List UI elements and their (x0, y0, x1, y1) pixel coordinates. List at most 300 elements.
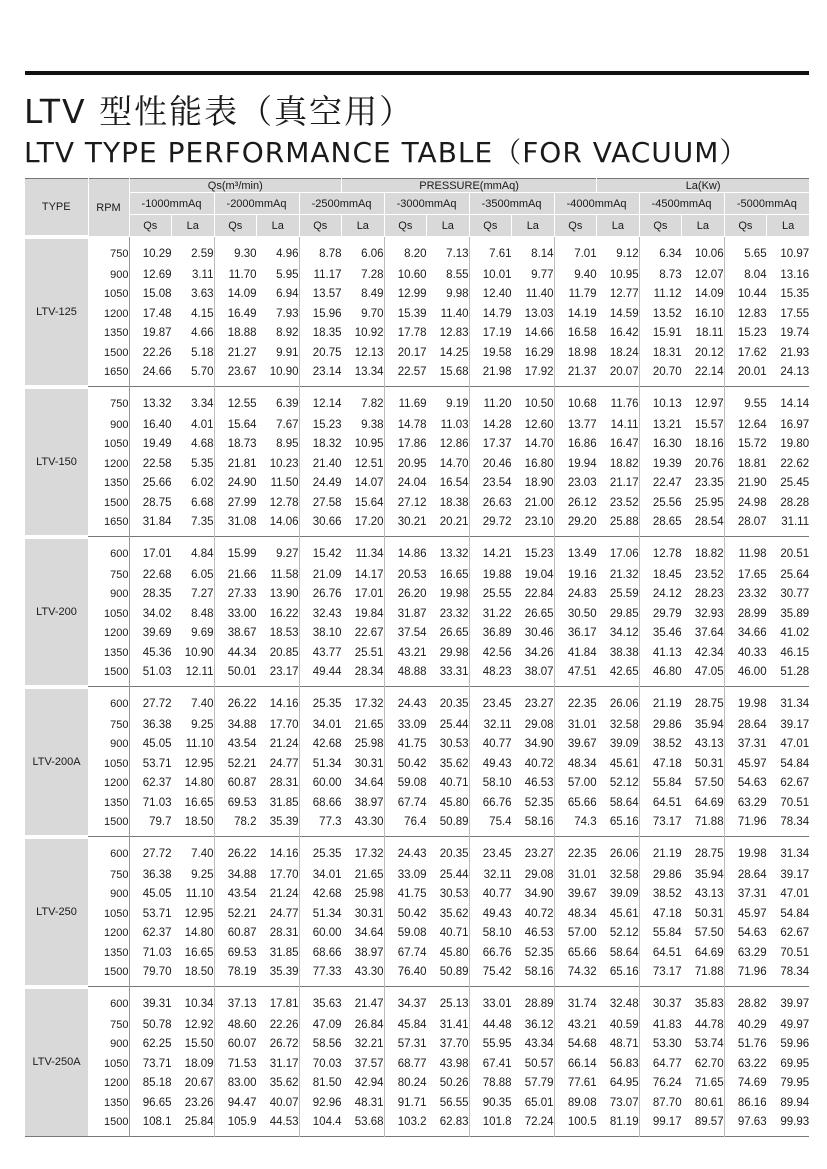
qs-value-cell: 11.98 (724, 537, 767, 566)
table-row (25, 793, 809, 813)
qs-value-cell: 15.91 (639, 324, 682, 344)
la-value-cell: 72.24 (524, 1116, 554, 1129)
la-value-cell: 10.92 (354, 327, 384, 340)
qs-value-cell: 90.35 (469, 1093, 512, 1113)
la-value-cell: 11.76 (597, 387, 640, 416)
la-value-cell: 25.98 (354, 888, 384, 901)
table-row (25, 1074, 809, 1094)
la-value-cell: 19.74 (780, 327, 810, 340)
la-value-cell: 22.67 (354, 627, 384, 640)
la-value-cell: 25.44 (439, 868, 469, 881)
pressure-header: -1000mmAq (129, 193, 214, 215)
qs-header: Qs (299, 215, 342, 237)
qs-value-cell: 42.56 (469, 643, 512, 663)
qs-value-cell: 91.71 (384, 1093, 427, 1113)
la-value-cell: 40.71 (439, 927, 469, 940)
la-value-cell: 11.50 (270, 477, 299, 490)
qs-value-cell: 60.00 (299, 924, 342, 944)
la-value-cell: 44.53 (269, 1116, 299, 1129)
la-value-cell: 23.32 (439, 607, 469, 620)
qs-value-cell: 60.87 (214, 774, 257, 794)
la-value-cell: 18.16 (694, 438, 724, 451)
qs-value-cell: 81.50 (299, 1074, 342, 1094)
la-value-cell: 9.25 (191, 718, 214, 731)
la-value-cell: 22.14 (694, 366, 724, 379)
la-value-cell: 89.57 (694, 1116, 724, 1129)
la-value-cell: 28.75 (682, 687, 725, 716)
la-value-cell: 35.39 (269, 816, 299, 829)
la-value-cell: 58.16 (524, 966, 554, 979)
qs-value-cell: 99.17 (639, 1113, 682, 1137)
la-value-cell: 4.68 (191, 438, 214, 451)
rpm-cell: 750 (88, 1015, 129, 1035)
la-value-cell: 57.50 (694, 777, 724, 790)
qs-value-cell: 40.77 (469, 885, 512, 905)
qs-value-cell: 55.84 (639, 924, 682, 944)
la-value-cell: 3.63 (191, 288, 214, 301)
la-value-cell: 8.48 (191, 607, 214, 620)
la-value-cell: 11.10 (185, 738, 214, 751)
qs-value-cell: 15.64 (214, 415, 257, 435)
la-value-cell: 8.55 (446, 268, 469, 281)
qs-value-cell: 25.35 (299, 837, 342, 866)
qs-value-cell: 10.01 (469, 265, 512, 285)
qs-value-cell: 23.67 (214, 363, 257, 387)
rpm-cell: 1350 (88, 643, 129, 663)
rpm-cell: 750 (88, 387, 129, 416)
qs-value-cell: 19.88 (469, 565, 512, 585)
qs-value-cell: 24.12 (639, 585, 682, 605)
qs-value-cell: 70.03 (299, 1054, 342, 1074)
la-value-cell: 69.95 (780, 1057, 810, 1070)
la-value-cell: 32.58 (609, 868, 639, 881)
la-value-cell: 52.35 (524, 796, 554, 809)
qs-value-cell: 39.67 (554, 735, 597, 755)
qs-value-cell: 69.53 (214, 793, 257, 813)
la-value-cell: 32.48 (597, 987, 640, 1016)
qs-value-cell: 8.20 (384, 237, 427, 266)
la-value-cell: 14.59 (609, 307, 639, 320)
la-value-cell: 20.35 (427, 687, 470, 716)
la-value-cell: 16.54 (439, 477, 469, 490)
table-row (25, 237, 809, 266)
rpm-cell: 1200 (88, 924, 129, 944)
qs-value-cell: 96.65 (142, 1096, 172, 1109)
la-value-cell: 20.51 (767, 537, 810, 566)
qs-value-cell: 36.89 (469, 624, 512, 644)
qs-header: Qs (384, 215, 427, 237)
qs-value-cell: 43.21 (554, 1015, 597, 1035)
la-value-cell: 33.31 (439, 666, 469, 679)
la-value-cell: 71.65 (694, 1077, 724, 1090)
la-value-cell: 50.57 (524, 1057, 554, 1070)
qs-value-cell: 74.3 (554, 813, 597, 837)
la-value-cell: 14.25 (439, 346, 469, 359)
qs-value-cell: 21.90 (724, 474, 767, 494)
header-row-pressures (25, 193, 809, 215)
la-value-cell: 7.67 (276, 418, 299, 431)
rpm-cell: 1350 (88, 324, 129, 344)
rpm-cell: 900 (88, 415, 129, 435)
qs-value-cell: 78.2 (214, 813, 257, 837)
la-value-cell: 17.92 (524, 366, 554, 379)
pressure-header: -3000mmAq (384, 193, 469, 215)
qs-value-cell: 79.7 (149, 816, 172, 829)
la-value-cell: 11.03 (440, 418, 469, 431)
rpm-cell: 1650 (88, 363, 129, 387)
la-value-cell: 26.06 (597, 687, 640, 716)
qs-value-cell: 38.10 (299, 624, 342, 644)
la-value-cell: 16.47 (609, 438, 639, 451)
la-value-cell: 25.44 (439, 718, 469, 731)
qs-value-cell: 73.71 (142, 1057, 172, 1070)
qs-value-cell: 94.47 (214, 1093, 257, 1113)
la-value-cell: 14.16 (257, 837, 300, 866)
qs-value-cell: 67.74 (384, 943, 427, 963)
qs-header: Qs (639, 215, 682, 237)
qs-value-cell: 28.75 (142, 496, 172, 509)
la-value-cell: 6.94 (276, 288, 299, 301)
qs-value-cell: 20.01 (724, 363, 767, 387)
la-header: La (682, 215, 725, 237)
qs-value-cell: 57.31 (384, 1035, 427, 1055)
qs-value-cell: 76.4 (384, 813, 427, 837)
la-value-cell: 9.70 (361, 307, 384, 320)
qs-value-cell: 31.74 (554, 987, 597, 1016)
qs-value-cell: 17.78 (384, 324, 427, 344)
qs-value-cell: 59.08 (384, 924, 427, 944)
la-value-cell: 29.08 (524, 868, 554, 881)
qs-value-cell: 62.25 (142, 1038, 172, 1051)
qs-value-cell: 51.76 (724, 1035, 767, 1055)
la-value-cell: 14.09 (694, 288, 724, 301)
qs-value-cell: 54.68 (554, 1035, 597, 1055)
pressure-header: -3500mmAq (469, 193, 554, 215)
qs-value-cell: 50.78 (142, 1018, 172, 1031)
qs-value-cell: 11.20 (469, 387, 512, 416)
la-value-cell: 3.34 (172, 387, 215, 416)
la-value-cell: 25.13 (427, 987, 470, 1016)
qs-value-cell: 28.99 (724, 604, 767, 624)
pressure-header: -2500mmAq (299, 193, 384, 215)
la-value-cell: 34.90 (524, 738, 554, 751)
qs-header: Qs (724, 215, 767, 237)
la-value-cell: 78.34 (780, 816, 810, 829)
qs-value-cell: 41.75 (384, 735, 427, 755)
la-value-cell: 28.31 (269, 777, 299, 790)
qs-value-cell: 10.60 (384, 265, 427, 285)
table-row (25, 624, 809, 644)
la-value-cell: 12.95 (184, 907, 214, 920)
la-value-cell: 34.64 (354, 927, 384, 940)
qs-value-cell: 22.57 (384, 363, 427, 387)
table-row (25, 904, 809, 924)
rpm-cell: 1350 (88, 793, 129, 813)
qs-value-cell: 24.43 (384, 687, 427, 716)
la-value-cell: 12.51 (354, 457, 384, 470)
la-value-cell: 50.89 (439, 816, 469, 829)
rpm-cell: 1050 (88, 754, 129, 774)
qs-value-cell: 50.42 (384, 904, 427, 924)
qs-value-cell: 18.98 (554, 343, 597, 363)
la-value-cell: 20.12 (694, 346, 724, 359)
qs-value-cell: 7.61 (469, 237, 512, 266)
qs-value-cell: 41.84 (554, 643, 597, 663)
qs-value-cell: 8.04 (724, 265, 767, 285)
qs-value-cell: 22.35 (554, 687, 597, 716)
la-value-cell: 6.05 (191, 568, 214, 581)
la-value-cell: 31.17 (269, 1057, 299, 1070)
rpm-cell: 1200 (88, 624, 129, 644)
rpm-cell: 600 (88, 987, 129, 1016)
la-value-cell: 7.13 (427, 237, 470, 266)
qs-value-cell: 63.29 (724, 793, 767, 813)
la-value-cell: 9.25 (191, 868, 214, 881)
qs-value-cell: 32.11 (469, 865, 512, 885)
la-value-cell: 28.34 (354, 666, 384, 679)
qs-value-cell: 53.71 (142, 907, 172, 920)
la-value-cell: 39.09 (609, 738, 639, 751)
qs-value-cell: 49.43 (469, 754, 512, 774)
qs-value-cell: 18.35 (299, 324, 342, 344)
qs-value-cell: 36.38 (142, 718, 172, 731)
la-value-cell: 73.07 (609, 1096, 639, 1109)
la-value-cell: 6.06 (342, 237, 385, 266)
qs-value-cell: 17.48 (142, 307, 172, 320)
qs-value-cell: 58.10 (469, 924, 512, 944)
la-value-cell: 30.31 (354, 757, 384, 770)
qs-value-cell: 22.26 (142, 346, 172, 359)
qs-value-cell: 19.98 (724, 837, 767, 866)
la-value-cell: 35.62 (269, 1077, 299, 1090)
la-value-cell: 35.39 (269, 966, 299, 979)
la-value-cell: 53.68 (354, 1116, 384, 1129)
la-value-cell: 6.68 (191, 496, 214, 509)
qs-value-cell: 31.22 (469, 604, 512, 624)
la-value-cell: 32.21 (354, 1038, 384, 1051)
qs-value-cell: 105.9 (214, 1113, 257, 1137)
la-value-cell: 21.65 (354, 718, 384, 731)
la-value-cell: 18.82 (609, 457, 639, 470)
qs-value-cell: 62.37 (142, 927, 172, 940)
qs-value-cell: 24.83 (554, 585, 597, 605)
la-value-cell: 17.81 (257, 987, 300, 1016)
qs-value-cell: 24.90 (214, 474, 257, 494)
la-value-cell: 12.13 (354, 346, 384, 359)
la-value-cell: 11.10 (185, 888, 214, 901)
la-header: La (512, 215, 555, 237)
qs-value-cell: 36.17 (554, 624, 597, 644)
qs-value-cell: 78.19 (214, 963, 257, 987)
qs-value-cell: 49.43 (469, 904, 512, 924)
la-value-cell: 62.67 (780, 927, 810, 940)
rpm-cell: 1350 (88, 474, 129, 494)
qs-value-cell: 69.53 (214, 943, 257, 963)
la-value-cell: 21.32 (609, 568, 639, 581)
qs-value-cell: 26.20 (384, 585, 427, 605)
la-value-cell: 4.84 (172, 537, 215, 566)
la-value-cell: 56.83 (609, 1057, 639, 1070)
qs-value-cell: 11.12 (639, 285, 682, 305)
qs-value-cell: 13.57 (299, 285, 342, 305)
rpm-cell: 1050 (88, 904, 129, 924)
la-value-cell: 58.16 (524, 816, 554, 829)
qs-value-cell: 13.52 (639, 304, 682, 324)
qs-value-cell: 29.86 (639, 715, 682, 735)
qs-value-cell: 11.79 (554, 285, 597, 305)
qs-value-cell: 35.46 (639, 624, 682, 644)
qs-value-cell: 25.35 (299, 687, 342, 716)
qs-value-cell: 21.37 (554, 363, 597, 387)
la-value-cell: 38.97 (354, 946, 384, 959)
qs-value-cell: 23.32 (724, 585, 767, 605)
qs-value-cell: 34.66 (724, 624, 767, 644)
la-value-cell: 14.66 (524, 327, 554, 340)
qs-value-cell: 71.96 (724, 963, 767, 987)
qs-value-cell: 34.01 (299, 865, 342, 885)
qs-value-cell: 38.52 (639, 885, 682, 905)
la-value-cell: 34.12 (609, 627, 639, 640)
la-value-cell: 28.23 (694, 588, 724, 601)
qs-value-cell: 14.28 (469, 415, 512, 435)
qs-value-cell: 20.46 (469, 454, 512, 474)
qs-value-cell: 22.68 (142, 568, 172, 581)
qs-value-cell: 73.17 (639, 813, 682, 837)
la-value-cell: 32.93 (694, 607, 724, 620)
rpm-cell: 750 (88, 865, 129, 885)
la-value-cell: 39.09 (609, 888, 639, 901)
table-row (25, 265, 809, 285)
la-value-cell: 28.89 (512, 987, 555, 1016)
performance-table (25, 178, 809, 1137)
qs-value-cell: 52.21 (214, 904, 257, 924)
qs-value-cell: 38.67 (214, 624, 257, 644)
la-value-cell: 28.75 (682, 837, 725, 866)
qs-value-cell: 15.39 (384, 304, 427, 324)
qs-value-cell: 67.41 (469, 1054, 512, 1074)
qs-value-cell: 30.66 (299, 513, 342, 537)
la-value-cell: 21.47 (342, 987, 385, 1016)
qs-value-cell: 41.75 (384, 885, 427, 905)
pressure-group-header: PRESSURE(mmAq) (342, 179, 597, 193)
qs-value-cell: 28.64 (724, 865, 767, 885)
qs-value-cell: 18.45 (639, 565, 682, 585)
rpm-cell: 900 (88, 265, 129, 285)
table-row (25, 885, 809, 905)
qs-value-cell: 15.96 (299, 304, 342, 324)
qs-value-cell: 64.51 (639, 793, 682, 813)
la-value-cell: 9.27 (257, 537, 300, 566)
qs-value-cell: 48.60 (214, 1015, 257, 1035)
qs-value-cell: 29.86 (639, 865, 682, 885)
qs-value-cell: 43.21 (384, 643, 427, 663)
la-value-cell: 15.68 (439, 366, 469, 379)
qs-value-cell: 45.05 (142, 738, 172, 751)
la-value-cell: 65.01 (524, 1096, 554, 1109)
la-value-cell: 31.85 (269, 796, 299, 809)
qs-value-cell: 60.07 (214, 1035, 257, 1055)
qs-value-cell: 37.31 (724, 735, 767, 755)
qs-value-cell: 45.84 (384, 1015, 427, 1035)
la-value-cell: 23.52 (694, 568, 724, 581)
qs-value-cell: 48.23 (469, 663, 512, 687)
la-value-cell: 38.38 (609, 646, 639, 659)
qs-value-cell: 17.65 (724, 565, 767, 585)
qs-value-cell: 7.01 (554, 237, 597, 266)
rpm-cell: 900 (88, 885, 129, 905)
qs-value-cell: 27.72 (129, 687, 172, 716)
rpm-cell: 1200 (88, 304, 129, 324)
rpm-cell: 1500 (88, 663, 129, 687)
la-value-cell: 13.34 (354, 366, 384, 379)
la-value-cell: 28.54 (694, 516, 724, 529)
qs-value-cell: 78.88 (469, 1074, 512, 1094)
la-value-cell: 31.34 (767, 687, 810, 716)
la-value-cell: 12.95 (184, 757, 214, 770)
qs-value-cell: 22.47 (639, 474, 682, 494)
la-value-cell: 21.17 (609, 477, 639, 490)
la-value-cell: 21.93 (780, 346, 810, 359)
rpm-cell: 900 (88, 585, 129, 605)
qs-value-cell: 39.67 (554, 885, 597, 905)
la-value-cell: 43.98 (439, 1057, 469, 1070)
qs-value-cell: 75.42 (469, 963, 512, 987)
page-title-english: LTV TYPE PERFORMANCE TABLE（FOR VACUUM） (24, 136, 749, 169)
la-value-cell: 39.97 (767, 987, 810, 1016)
qs-value-cell: 21.98 (469, 363, 512, 387)
la-value-cell: 10.95 (354, 438, 384, 451)
la-value-cell: 10.97 (767, 237, 810, 266)
la-value-cell: 8.95 (276, 438, 299, 451)
qs-value-cell: 43.54 (214, 885, 257, 905)
table-row (25, 1093, 809, 1113)
la-value-cell: 80.61 (694, 1096, 724, 1109)
la-value-cell: 57.79 (524, 1077, 554, 1090)
la-value-cell: 40.72 (524, 907, 554, 920)
la-value-cell: 6.02 (191, 477, 214, 490)
la-value-cell: 15.64 (354, 496, 384, 509)
la-value-cell: 47.05 (694, 666, 724, 679)
qs-value-cell: 51.34 (299, 754, 342, 774)
rpm-cell: 1500 (88, 1113, 129, 1137)
qs-value-cell: 27.12 (384, 493, 427, 513)
qs-value-cell: 67.74 (384, 793, 427, 813)
la-value-cell: 35.89 (780, 607, 810, 620)
la-value-cell: 7.40 (172, 687, 215, 716)
qs-value-cell: 21.81 (214, 454, 257, 474)
qs-header: Qs (129, 215, 172, 237)
la-value-cell: 13.90 (269, 588, 299, 601)
qs-value-cell: 15.99 (214, 537, 257, 566)
qs-value-cell: 18.81 (724, 454, 767, 474)
la-value-cell: 45.61 (609, 757, 639, 770)
qs-value-cell: 16.58 (554, 324, 597, 344)
la-value-cell: 19.04 (524, 568, 554, 581)
la-value-cell: 13.03 (524, 307, 554, 320)
la-value-cell: 17.20 (354, 516, 384, 529)
la-value-cell: 25.45 (780, 477, 810, 490)
la-value-cell: 11.58 (270, 568, 299, 581)
la-value-cell: 43.30 (354, 816, 384, 829)
qs-value-cell: 18.73 (214, 435, 257, 455)
qs-value-cell: 43.77 (299, 643, 342, 663)
table-row (25, 643, 809, 663)
la-value-cell: 22.26 (269, 1018, 299, 1031)
qs-value-cell: 26.22 (214, 687, 257, 716)
qs-value-cell: 27.33 (214, 585, 257, 605)
la-value-cell: 20.35 (427, 837, 470, 866)
header-row-groups (25, 179, 809, 193)
